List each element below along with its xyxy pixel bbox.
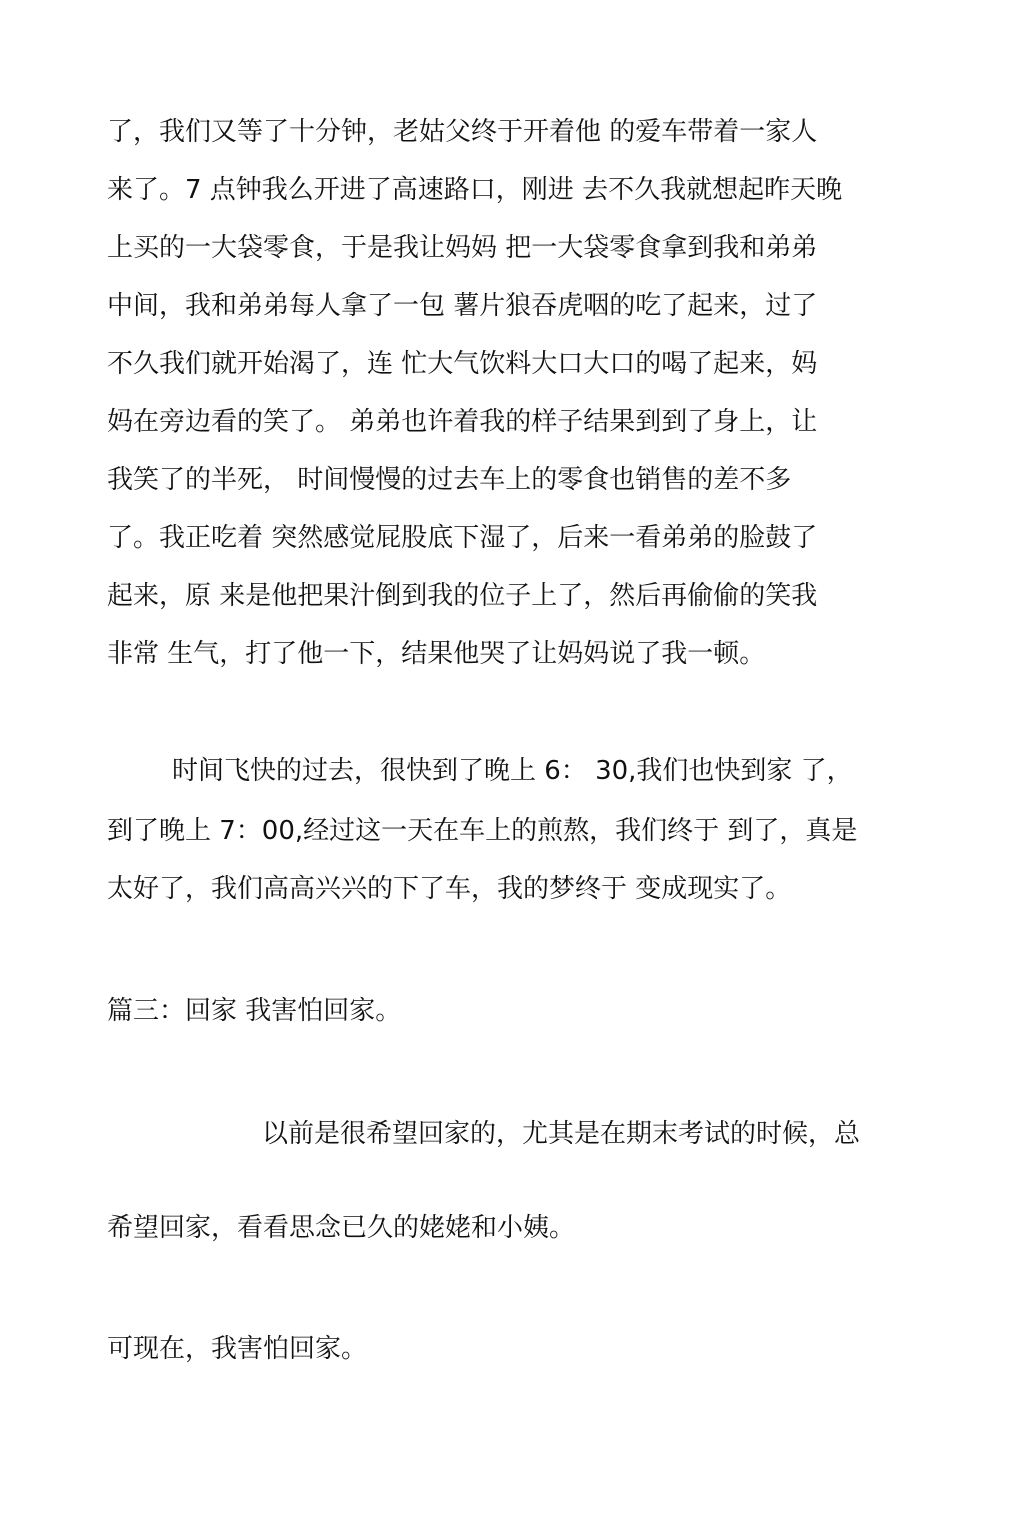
section-heading: 篇三：回家 我害怕回家。 xyxy=(107,996,402,1026)
text-line: 上买的一大袋零食，于是我让妈妈 把一大袋零食拿到我和弟弟 xyxy=(107,233,818,263)
text-line: 时间飞快的过去，很快到了晚上 6： 30,我们也快到家 了， xyxy=(172,756,853,786)
text-line: 非常 生气，打了他一下，结果他哭了让妈妈说了我一顿。 xyxy=(107,639,766,669)
text-line: 妈在旁边看的笑了。 弟弟也许着我的样子结果到到了身上，让 xyxy=(107,407,818,437)
text-line: 了。我正吃着 突然感觉屁股底下湿了，后来一看弟弟的脸鼓了 xyxy=(107,523,818,553)
text-line: 我笑了的半死， 时间慢慢的过去车上的零食也销售的差不多 xyxy=(107,465,792,495)
text-line: 来了。7 点钟我么开进了高速路口，刚进 去不久我就想起昨天晚 xyxy=(107,175,843,205)
text-line: 以前是很希望回家的，尤其是在期末考试的时候，总 xyxy=(262,1119,861,1149)
text-line: 到了晚上 7：00,经过这一天在车上的煎熬，我们终于 到了，真是 xyxy=(107,816,858,846)
text-line: 不久我们就开始渴了，连 忙大气饮料大口大口的喝了起来，妈 xyxy=(107,349,818,379)
text-line: 了，我们又等了十分钟，老姑父终于开着他 的爱车带着一家人 xyxy=(107,117,818,147)
text-line: 起来，原 来是他把果汁倒到我的位子上了，然后再偷偷的笑我 xyxy=(107,581,818,611)
text-line: 可现在，我害怕回家。 xyxy=(107,1334,368,1364)
text-line: 中间，我和弟弟每人拿了一包 薯片狼吞虎咽的吃了起来，过了 xyxy=(107,291,818,321)
text-line: 希望回家，看看思念已久的姥姥和小姨。 xyxy=(107,1213,576,1243)
text-line: 太好了，我们高高兴兴的下了车，我的梦终于 变成现实了。 xyxy=(107,874,792,904)
